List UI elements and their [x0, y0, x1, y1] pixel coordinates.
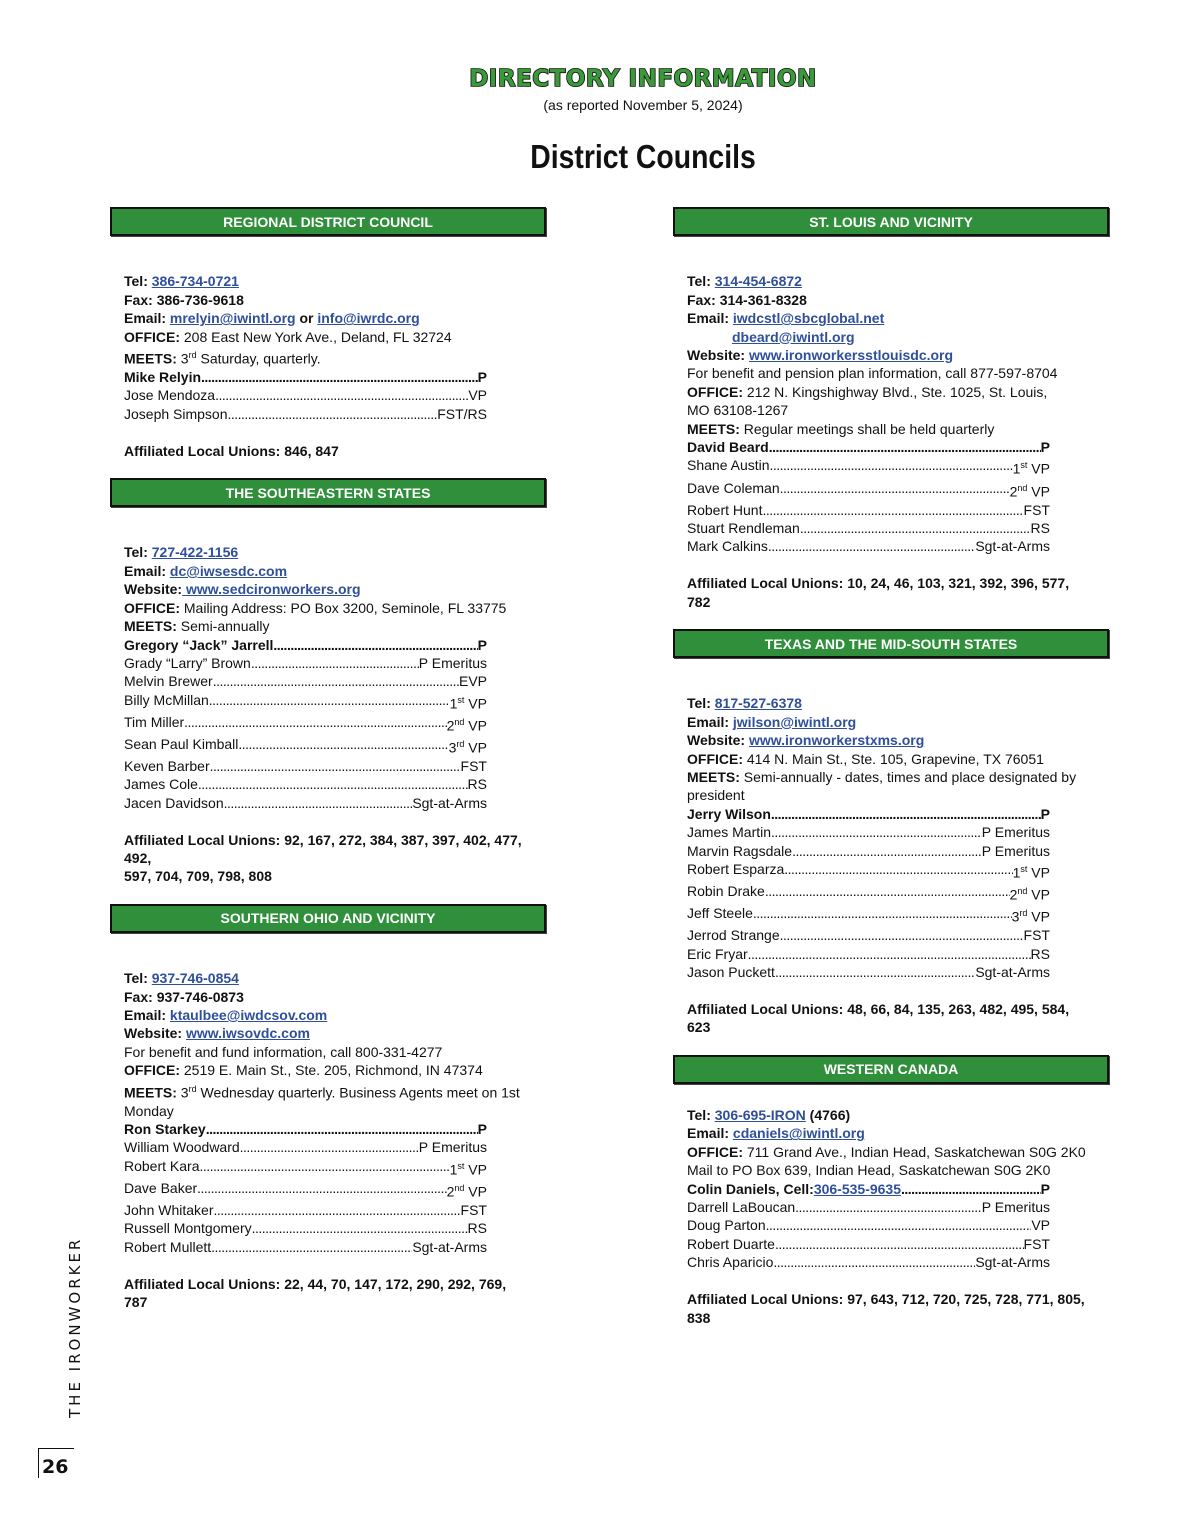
officer-name: Jose Mendoza — [124, 387, 216, 404]
report-date: (as reported November 5, 2024) — [543, 97, 743, 113]
cell-link[interactable]: 306-535-9635 — [813, 1180, 901, 1197]
leader-dots — [780, 479, 1010, 501]
leader-dots — [213, 1201, 460, 1219]
officer-row — [124, 1179, 487, 1201]
officer-row — [124, 654, 487, 672]
affiliated-unions: Affiliated Local Unions: 22, 44, 70, 147, 172, 290, 292, 769, 787 — [124, 1275, 507, 1310]
officer-role: FST/RS — [437, 405, 487, 422]
ordinal-suffix: st — [1020, 864, 1028, 875]
officer-name: James Cole — [124, 776, 198, 793]
officer-row — [124, 368, 487, 386]
officer-name: Keven Barber — [124, 757, 210, 774]
fax-label: Fax: — [687, 291, 716, 308]
email-link[interactable]: dc@iwsesdc.com — [169, 562, 288, 579]
officer-role-number: 2 — [1009, 886, 1018, 903]
officer-role: VP — [468, 387, 487, 404]
leader-dots — [184, 713, 446, 735]
leader-dots — [775, 1235, 1024, 1253]
page-number: 26 — [42, 1456, 69, 1478]
officer-row — [687, 479, 1050, 501]
leader-dots — [773, 1253, 975, 1271]
officer-row — [124, 405, 487, 423]
officer-role: P — [477, 636, 487, 653]
officer-role: P — [477, 1121, 487, 1138]
website-link[interactable]: www.ironworkersstlouisdc.org — [748, 347, 954, 364]
officer-role-title: VP — [464, 695, 487, 712]
officer-role: FST — [460, 1201, 487, 1218]
officer-name: Sean Paul Kimball — [124, 735, 239, 752]
officer-row — [124, 1157, 487, 1179]
leader-dots — [800, 519, 1031, 537]
tel-link[interactable]: 937-746-0854 — [151, 970, 239, 987]
officer-row — [124, 735, 487, 757]
email-label: Email: — [687, 1125, 730, 1142]
office-address: 212 N. Kingshighway Blvd., Ste. 1025, St. Louis, — [743, 383, 1048, 400]
affiliated-unions: Affiliated Local Unions: 10, 24, 46, 103, 321, 392, 396, 577, 782 — [687, 575, 1070, 610]
office-label: OFFICE: — [124, 599, 180, 616]
ordinal-suffix: nd — [454, 1182, 465, 1193]
leader-dots — [766, 1216, 1032, 1234]
tel-label: Tel: — [687, 273, 711, 290]
leader-dots — [273, 636, 477, 654]
officer-role: Sgt-at-Arms — [975, 964, 1050, 981]
officer-row — [124, 713, 487, 735]
officer-name: Robert Mullett — [124, 1238, 212, 1255]
meets-label: MEETS: — [124, 350, 177, 367]
leader-dots — [771, 805, 1041, 823]
officer-role: FST — [1023, 927, 1050, 944]
website-link[interactable]: www.sedcironworkers.org — [182, 581, 361, 598]
leader-dots — [240, 1138, 419, 1156]
officer-row — [687, 904, 1050, 926]
officer-role: RS — [467, 776, 487, 793]
leader-dots — [765, 882, 1010, 904]
officer-row — [687, 1235, 1050, 1253]
officer-role: Sgt-at-Arms — [412, 794, 487, 811]
officer-row — [687, 438, 1050, 456]
officer-row — [124, 1138, 487, 1156]
officer-name: Tim Miller — [124, 713, 185, 730]
officer-role — [447, 713, 487, 735]
officer-row — [124, 775, 487, 793]
fax-number: 937-746-0873 — [156, 988, 244, 1005]
officer-role — [1010, 882, 1050, 904]
leader-dots — [199, 1157, 449, 1179]
tel-link[interactable]: 314-454-6872 — [714, 273, 802, 290]
affiliated-unions: Affiliated Local Unions: 48, 66, 84, 135, 263, 482, 495, 584, 623 — [687, 1000, 1070, 1036]
officer-name: Joseph Simpson — [124, 405, 228, 422]
officer-name: Mark Calkins — [687, 538, 768, 555]
officer-row — [124, 1238, 487, 1256]
email-link[interactable]: jwilson@iwintl.org — [732, 713, 857, 730]
officer-name: Colin Daniels, Cell: — [687, 1180, 814, 1197]
officer-role: P Emeritus — [981, 842, 1050, 859]
page-number-rule — [38, 1448, 39, 1478]
office-label: OFFICE: — [124, 1062, 180, 1079]
officer-name: William Woodward — [124, 1139, 240, 1156]
left-column — [110, 207, 546, 1329]
leader-dots — [238, 735, 448, 757]
officer-row — [687, 842, 1050, 860]
leader-dots — [780, 926, 1024, 944]
officer-name: Robert Kara — [124, 1157, 200, 1174]
ordinal-suffix: rd — [188, 1083, 197, 1094]
officer-name: Robert Hunt — [687, 501, 763, 518]
affiliated-unions: Affiliated Local Unions: 846, 847 — [124, 442, 339, 459]
officer-name: Billy McMillan — [124, 691, 209, 708]
mail-address: Mail to PO Box 639, Indian Head, Saskatchewan S0G 2K0 — [687, 1162, 1051, 1179]
leader-dots — [198, 775, 468, 793]
officer-role-number: 1 — [449, 1161, 458, 1178]
leader-dots — [209, 691, 450, 713]
office-address: MO 63108-1267 — [687, 402, 789, 419]
officer-row — [687, 1180, 1050, 1198]
leader-dots — [775, 963, 975, 981]
ordinal-suffix: st — [457, 694, 465, 705]
officer-role-number: 2 — [446, 1183, 455, 1200]
fax-number: 386-736-9618 — [156, 291, 244, 308]
tel-label: Tel: — [124, 970, 148, 987]
leader-dots — [228, 405, 438, 423]
ordinal-suffix: st — [1020, 460, 1028, 471]
officer-row — [687, 963, 1050, 981]
office-label: OFFICE: — [687, 750, 743, 767]
officer-name: Grady “Larry” Brown — [124, 654, 251, 671]
officer-role-title: VP — [464, 739, 487, 756]
officer-name: Doug Parton — [687, 1217, 766, 1234]
meets-label: MEETS: — [687, 420, 740, 437]
officer-list — [124, 1120, 532, 1256]
leader-dots — [252, 1219, 468, 1237]
leader-dots — [213, 672, 459, 690]
leader-dots — [201, 368, 478, 386]
website-label: Website: — [687, 732, 746, 749]
email-link[interactable]: ktaulbee@iwdcsov.com — [169, 1006, 328, 1023]
leader-dots — [211, 1238, 412, 1256]
benefit-info: For benefit and pension plan information, call 877-597-8704 — [687, 365, 1058, 382]
council-title: REGIONAL DISTRICT COUNCIL — [110, 207, 546, 236]
council-title: THE SOUTHEASTERN STATES — [110, 478, 546, 507]
tel-label: Tel: — [124, 273, 148, 290]
meets-label: MEETS: — [124, 618, 177, 635]
officer-row — [687, 1253, 1050, 1271]
office-address: 208 East New York Ave., Deland, FL 32724 — [180, 328, 452, 345]
officer-role: Sgt-at-Arms — [975, 1254, 1050, 1271]
leader-dots — [795, 1198, 982, 1216]
leader-dots — [762, 501, 1023, 519]
officer-row — [687, 860, 1050, 882]
officer-role-number: 2 — [1009, 483, 1018, 500]
officer-role-number: 1 — [1012, 864, 1021, 881]
council-southern-ohio — [110, 904, 546, 1312]
officer-role — [450, 691, 487, 713]
website-link[interactable]: www.ironworkerstxms.org — [748, 732, 925, 749]
officer-role — [447, 1179, 487, 1201]
officer-name: Stuart Rendleman — [687, 519, 800, 536]
officer-name: Jerry Wilson — [687, 805, 771, 822]
officer-name: Dave Coleman — [687, 479, 780, 496]
officer-row — [124, 691, 487, 713]
meets-text: president — [687, 787, 745, 804]
council-southeastern — [110, 478, 546, 886]
email-link[interactable]: dbeard@iwintl.org — [732, 328, 855, 345]
officer-name: Robin Drake — [687, 883, 765, 900]
ordinal-suffix: st — [457, 1160, 465, 1171]
email-label: Email: — [687, 310, 730, 327]
meets-label: MEETS: — [687, 769, 740, 786]
officer-name: Darrell LaBoucan — [687, 1199, 796, 1216]
officer-name: Marvin Ragsdale — [687, 842, 793, 859]
tel-label: Tel: — [124, 544, 148, 561]
office-address: Mailing Address: PO Box 3200, Seminole, FL 33775 — [180, 599, 507, 616]
email-link[interactable]: mrelyin@iwintl.org — [169, 310, 296, 327]
officer-role-number: 3 — [448, 739, 457, 756]
affiliated-unions: 597, 704, 709, 798, 808 — [124, 868, 272, 885]
office-label: OFFICE: — [687, 1143, 743, 1160]
officer-role: P Emeritus — [418, 1139, 487, 1156]
council-western-canada — [673, 1055, 1109, 1327]
officer-role: P — [1040, 805, 1050, 822]
officer-role: RS — [1030, 519, 1050, 536]
officer-role-number: 2 — [446, 717, 455, 734]
officer-name: Russell Montgomery — [124, 1220, 252, 1237]
officer-role: EVP — [458, 673, 487, 690]
officer-name: Jason Puckett — [687, 964, 775, 981]
affiliated-unions: Affiliated Local Unions: 92, 167, 272, 384, 387, 397, 402, 477, 492, — [124, 831, 522, 866]
officer-role-number: 1 — [1012, 461, 1021, 478]
officer-name: Chris Aparicio — [687, 1254, 774, 1271]
officer-name: James Martin — [687, 824, 772, 841]
leader-dots — [206, 1120, 478, 1138]
council-st-louis — [673, 207, 1109, 611]
officer-role — [1010, 479, 1050, 501]
officer-role: Sgt-at-Arms — [975, 538, 1050, 555]
officer-role: RS — [1030, 945, 1050, 962]
publication-label: THE IRONWORKER — [66, 1236, 84, 1418]
leader-dots — [784, 860, 1012, 882]
leader-dots — [769, 438, 1041, 456]
officer-row — [124, 794, 487, 812]
office-address: 711 Grand Ave., Indian Head, Saskatchewan S0G 2K0 — [743, 1143, 1086, 1160]
email-link[interactable]: cdaniels@iwintl.org — [732, 1125, 865, 1142]
officer-role: P Emeritus — [981, 824, 1050, 841]
leader-dots — [771, 823, 982, 841]
officer-name: Melvin Brewer — [124, 673, 213, 690]
ordinal-suffix: rd — [1019, 908, 1028, 919]
office-address: 2519 E. Main St., Ste. 205, Richmond, IN 47374 — [180, 1062, 483, 1079]
email-link[interactable]: info@iwrdc.org — [317, 310, 420, 327]
meets-text: Semi-annually — [176, 618, 270, 635]
council-title: ST. LOUIS AND VICINITY — [673, 207, 1109, 236]
email-label: Email: — [124, 310, 167, 327]
officer-name: Eric Fryar — [687, 945, 748, 962]
officer-role — [1013, 456, 1050, 478]
officer-role-title: VP — [464, 717, 487, 734]
ordinal-suffix: rd — [188, 350, 197, 361]
email-label: Email: — [687, 713, 730, 730]
officer-role — [1013, 860, 1050, 882]
officer-row — [124, 386, 487, 404]
council-title: WESTERN CANADA — [673, 1055, 1109, 1084]
leader-dots — [197, 1179, 446, 1201]
leader-dots — [215, 386, 468, 404]
officer-row — [687, 501, 1050, 519]
section-title: District Councils — [530, 138, 756, 175]
website-label: Website: — [124, 581, 183, 598]
officer-role: P — [1040, 439, 1050, 456]
officer-role-title: VP — [464, 1161, 487, 1178]
leader-dots — [210, 757, 461, 775]
leader-dots — [753, 904, 1012, 926]
or-text: or — [295, 310, 318, 327]
officer-name: Robert Duarte — [687, 1235, 775, 1252]
officer-row — [124, 1201, 487, 1219]
meets-text: Monday — [124, 1102, 174, 1119]
affiliated-unions: Affiliated Local Unions: 97, 643, 712, 720, 725, 728, 771, 805, 838 — [687, 1291, 1085, 1326]
officer-name: John Whitaker — [124, 1201, 214, 1218]
page-number-rule — [38, 1448, 74, 1449]
office-address: 414 N. Main St., Ste. 105, Grapevine, TX 76051 — [743, 750, 1044, 767]
leader-dots — [770, 456, 1013, 478]
tel-link[interactable]: 727-422-1156 — [151, 544, 239, 561]
ordinal-suffix: nd — [454, 716, 465, 727]
officer-name: Ron Starkey — [124, 1121, 206, 1138]
office-label: OFFICE: — [124, 328, 180, 345]
meets-text: 3 — [176, 350, 189, 367]
officer-role-title: VP — [1027, 886, 1050, 903]
fax-number: 314-361-8328 — [719, 291, 807, 308]
officer-list — [124, 368, 532, 423]
officer-role-number: 3 — [1011, 908, 1020, 925]
right-column — [673, 207, 1109, 1345]
officer-role: P Emeritus — [981, 1199, 1050, 1216]
officer-row — [687, 1198, 1050, 1216]
meets-text: Regular meetings shall be held quarterly — [739, 420, 995, 437]
officer-role: VP — [1031, 1217, 1050, 1234]
officer-row — [687, 882, 1050, 904]
officer-role: P — [1040, 1180, 1050, 1197]
officer-role-title: VP — [464, 1183, 487, 1200]
meets-text: Saturday, quarterly. — [196, 350, 321, 367]
officer-name: Robert Esparza — [687, 861, 785, 878]
officer-row — [687, 1216, 1050, 1234]
meets-text: 3 — [176, 1084, 189, 1101]
website-label: Website: — [687, 347, 746, 364]
officer-role: P Emeritus — [418, 654, 487, 671]
email-link[interactable]: iwdcstl@sbcglobal.net — [732, 310, 885, 327]
officer-role-title: VP — [1027, 864, 1050, 881]
officer-name: Dave Baker — [124, 1179, 198, 1196]
tel-label: Tel: — [687, 1107, 711, 1124]
email-label: Email: — [124, 1006, 167, 1023]
council-title: TEXAS AND THE MID-SOUTH STATES — [673, 629, 1109, 658]
tel-suffix: (4766) — [805, 1107, 851, 1124]
officer-name: Jerrod Strange — [687, 927, 780, 944]
website-link[interactable]: www.iwsovdc.com — [185, 1025, 310, 1042]
ordinal-suffix: nd — [1017, 482, 1028, 493]
meets-text: Wednesday quarterly. Business Agents meet on 1st — [196, 1084, 520, 1101]
officer-row — [124, 1219, 487, 1237]
ordinal-suffix: rd — [456, 738, 465, 749]
officer-role: FST — [1023, 501, 1050, 518]
officer-row — [687, 926, 1050, 944]
page-header — [0, 66, 1200, 113]
leader-dots — [251, 654, 419, 672]
officer-name: Jeff Steele — [687, 905, 753, 922]
officer-role: P — [477, 369, 487, 386]
officer-role — [449, 735, 487, 757]
officer-name: David Beard — [687, 439, 769, 456]
officer-role: Sgt-at-Arms — [412, 1238, 487, 1255]
officer-role-title: VP — [1027, 483, 1050, 500]
directory-banner: DIRECTORY INFORMATION — [469, 66, 817, 92]
officer-list — [124, 636, 532, 813]
officer-role-title: VP — [1027, 461, 1050, 478]
officer-role — [450, 1157, 487, 1179]
leader-dots — [748, 945, 1031, 963]
officer-role-number: 1 — [449, 695, 458, 712]
officer-list — [687, 1198, 1095, 1272]
email-label: Email: — [124, 562, 167, 579]
officer-list — [687, 438, 1095, 556]
officer-row — [687, 456, 1050, 478]
ordinal-suffix: nd — [1017, 886, 1028, 897]
tel-link[interactable]: 817-527-6378 — [714, 695, 802, 712]
officer-role: RS — [467, 1220, 487, 1237]
leader-dots — [901, 1180, 1041, 1198]
officer-row — [687, 945, 1050, 963]
officer-row — [687, 537, 1050, 555]
fax-label: Fax: — [124, 291, 153, 308]
officer-name: Jacen Davidson — [124, 794, 224, 811]
meets-label: MEETS: — [124, 1084, 177, 1101]
officer-row — [687, 519, 1050, 537]
officer-row — [124, 636, 487, 654]
tel-link[interactable]: 386-734-0721 — [151, 273, 239, 290]
officer-name: Mike Relyin — [124, 369, 202, 386]
officer-row — [124, 1120, 487, 1138]
leader-dots — [768, 537, 975, 555]
officer-role: FST — [460, 757, 487, 774]
meets-text: Semi-annually - dates, times and place designated by — [739, 769, 1077, 786]
officer-role-title: VP — [1027, 908, 1050, 925]
leader-dots — [792, 842, 982, 860]
leader-dots — [224, 794, 413, 812]
officer-name: Gregory “Jack” Jarrell — [124, 636, 274, 653]
officer-list — [687, 805, 1095, 982]
officer-name: Shane Austin — [687, 457, 770, 474]
benefit-info: For benefit and fund information, call 800-331-4277 — [124, 1043, 443, 1060]
council-title: SOUTHERN OHIO AND VICINITY — [110, 904, 546, 933]
fax-label: Fax: — [124, 988, 153, 1005]
website-label: Website: — [124, 1025, 183, 1042]
council-texas — [673, 629, 1109, 1037]
council-regional — [110, 207, 546, 460]
officer-row — [124, 757, 487, 775]
tel-link[interactable]: 306-695-IRON — [714, 1107, 806, 1124]
office-label: OFFICE: — [687, 383, 743, 400]
officer-row — [687, 805, 1050, 823]
officer-row — [687, 823, 1050, 841]
officer-role: FST — [1023, 1235, 1050, 1252]
officer-row — [124, 672, 487, 690]
officer-role — [1012, 904, 1050, 926]
tel-label: Tel: — [687, 695, 711, 712]
